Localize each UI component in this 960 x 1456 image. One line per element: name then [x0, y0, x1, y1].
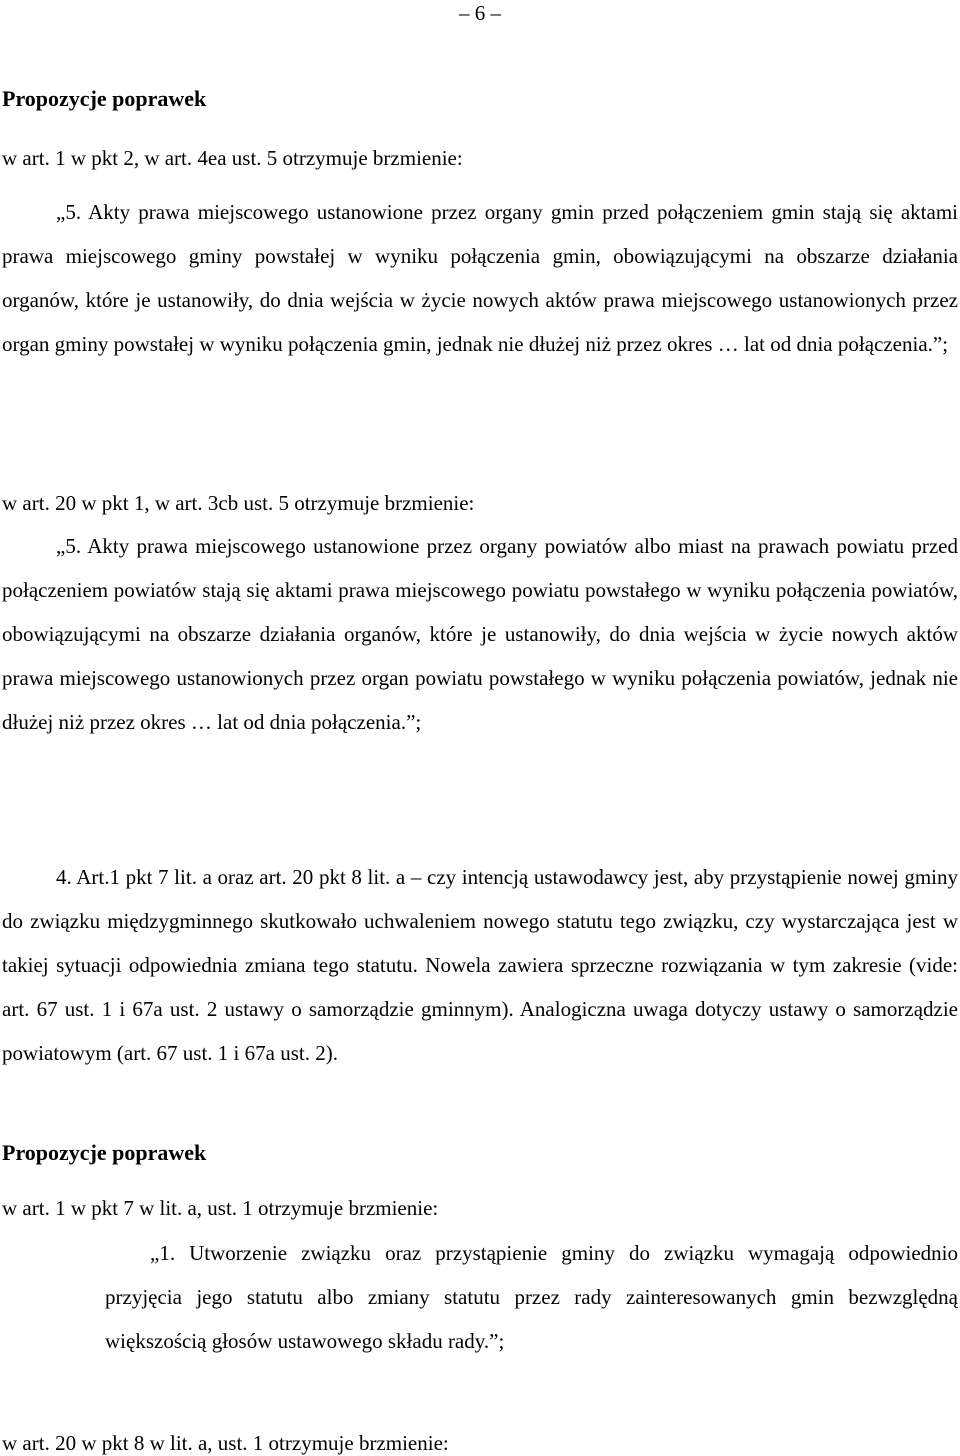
amendment-quote: „1. Utworzenie związku oraz przystąpienie gminy do związku wymagają odpowiednio przyjęcia jego statutu albo zmiany statutu przez rady zainteresowanych gmin bezwzględną większością głosów ustawowego składu rady.”;: [105, 1241, 958, 1353]
amendment-quote: „5. Akty prawa miejscowego ustanowione przez organy gmin przed połączeniem gmin stają się aktami prawa miejscowego gminy powstałej w wyniku połączenia gmin, obowiązującymi na obszarze działania organów, które je ustanowiły, do dnia wejścia w życie nowych aktów prawa miejscowego ustanowionych przez organ gminy powstałej w wyniku połączenia gmin, jednak nie dłużej niż przez okres … lat od dnia połączenia.”;: [2, 200, 958, 356]
amendment-intro: w art. 1 w pkt 7 w lit. a, ust. 1 otrzymuje brzmienie:: [2, 1196, 439, 1220]
amendment-intro: w art. 1 w pkt 2, w art. 4ea ust. 5 otrzymuje brzmienie:: [2, 146, 463, 170]
section-heading: Propozycje poprawek: [2, 1140, 207, 1165]
page-number: – 6 –: [459, 1, 501, 25]
section-heading: Propozycje poprawek: [2, 86, 207, 111]
remark-paragraph: 4. Art.1 pkt 7 lit. a oraz art. 20 pkt 8 lit. a – czy intencją ustawodawcy jest, aby przystąpienie nowej gminy do związku międzygminnego skutkowało uchwaleniem nowego statutu tego związku, czy wystarczająca jest w takiej sytuacji odpowiednia zmiana tego statutu. Nowela zawiera sprzeczne rozwiązania w tym zakresie (vide: art. 67 ust. 1 i 67a ust. 2 ustawy o samorządzie gminnym). Analogiczna uwaga dotyczy ustawy o samorządzie powiatowym (art. 67 ust. 1 i 67a ust. 2).: [2, 865, 958, 1065]
amendment-intro: w art. 20 w pkt 8 w lit. a, ust. 1 otrzymuje brzmienie:: [2, 1431, 449, 1455]
amendment-quote: „5. Akty prawa miejscowego ustanowione przez organy powiatów albo miast na prawach powiatu przed połączeniem powiatów stają się aktami prawa miejscowego powiatu powstałego w wyniku połączenia powiatów, obowiązującymi na obszarze działania organów, które je ustanowiły, do dnia wejścia w życie nowych aktów prawa miejscowego ustanowionych przez organ powiatu powstałego w wyniku połączenia powiatów, jednak nie dłużej niż przez okres … lat od dnia połączenia.”;: [2, 534, 958, 734]
amendment-intro: w art. 20 w pkt 1, w art. 3cb ust. 5 otrzymuje brzmienie:: [2, 491, 475, 515]
